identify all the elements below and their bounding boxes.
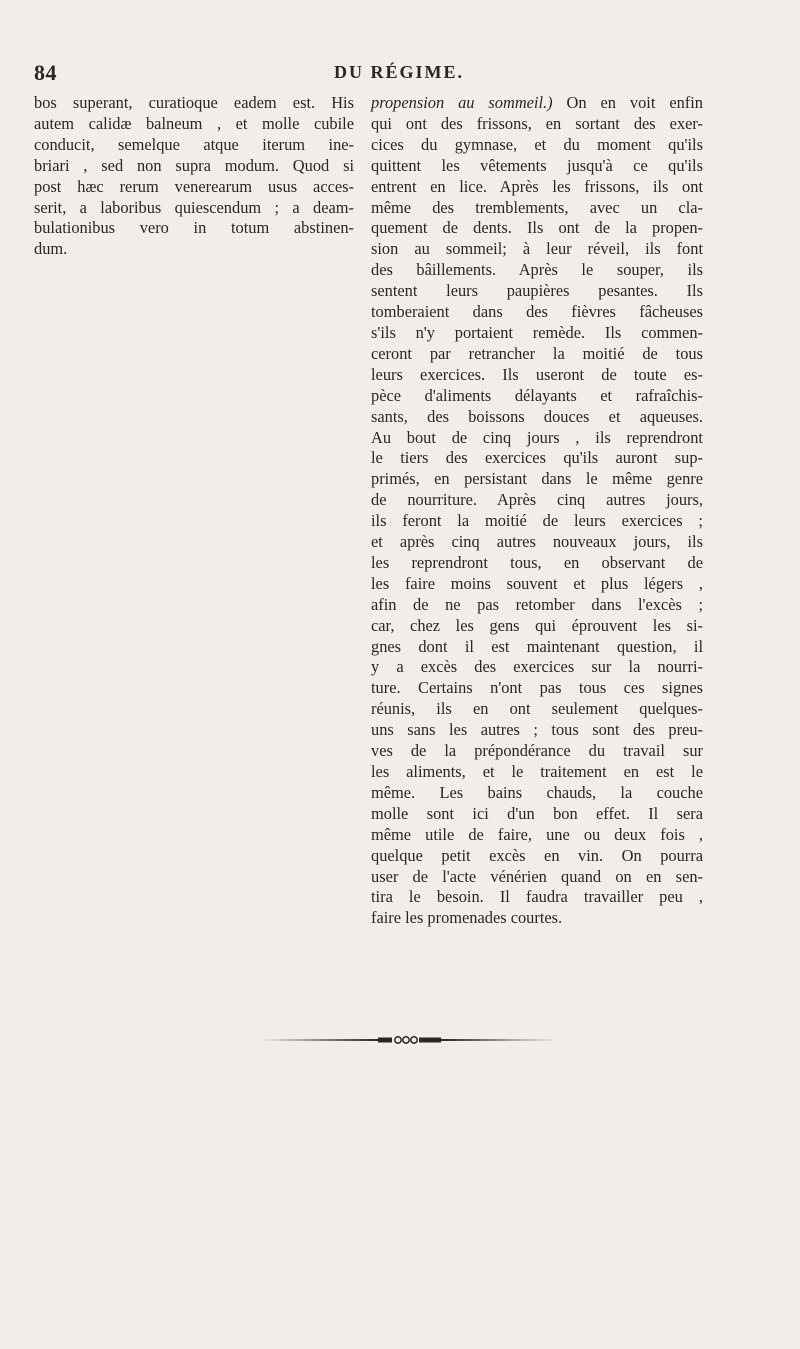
text-line: bos superant, curatioque eadem est. His [34,93,354,112]
text-line: pèce d'aliments délayants et rafraîchis- [371,385,703,405]
text-line: même utile de faire, une ou deux fois , [371,824,703,844]
tailpiece-rule-ornament-icon [260,1034,560,1046]
first-line-rest: On en voit enfin [552,93,703,112]
text-line: même. Les bains chauds, la couche [371,782,703,802]
text-line: serit, a laboribus quiescendum ; a deam- [34,197,354,217]
running-head: DU RÉGIME. [334,62,465,82]
latin-paragraph [34,93,354,260]
text-line: molle sont ici d'un bon effet. Il sera [371,803,703,823]
text-line: afin de ne pas retomber dans l'excès ; [371,594,703,614]
text-line: faire les promenades courtes. [371,908,563,928]
text-line: ves de la prépondérance du travail sur [371,741,703,761]
text-line: ture. Certains n'ont pas tous ces signes [371,678,703,698]
text-line: primés, en persistant dans le même genre [371,469,703,489]
text-line: de nourriture. Après cinq autres jours, [371,490,703,510]
text-line: même des tremblements, avec un cla- [371,197,703,217]
text-line: tomberaient dans des fièvres fâcheuses [371,302,703,322]
text-line: user de l'acte vénérien quand on en sen- [371,866,703,886]
text-line: ils feront la moitié de leurs exercices ; [371,511,703,531]
text-line: les faire moins souvent et plus légers , [371,573,703,593]
text-line: uns sans les autres ; tous sont des preu- [371,720,703,740]
text-line: y a excès des exercices sur la nourri- [371,657,703,677]
text-line: ceront par retrancher la moitié de tous [371,343,703,363]
text-line: leurs exercices. Ils useront de toute es- [371,364,703,384]
right-column-french-text [371,93,703,929]
left-column-latin-text [34,93,354,260]
text-line-first [371,93,703,114]
text-line: sion au sommeil; à leur réveil, ils font [371,239,703,259]
text-line: bulationibus vero in totum abstinen- [34,218,354,238]
text-line: dum. [34,239,68,259]
text-line: sentent leurs paupières pesantes. Ils [371,281,703,301]
text-line: quittent les vêtements jusqu'à ce qu'ils [371,155,703,175]
text-line: le tiers des exercices qu'ils auront sup- [371,448,703,468]
text-line: autem calidæ balneum , et molle cubile [34,113,354,133]
text-line: les reprendront tous, en observant de [371,552,703,572]
text-line: briari , sed non supra modum. Quod si [34,155,354,175]
page-header [34,60,714,86]
text-line: sants, des boissons douces et aqueuses. [371,406,703,426]
text-line: et après cinq autres nouveaux jours, ils [371,532,703,552]
french-paragraph [371,93,703,929]
page-number: 84 [34,60,57,85]
text-line: car, chez les gens qui éprouvent les si- [371,615,703,635]
text-line: quement de dents. Ils ont de la propen- [371,218,703,238]
text-line: des bâillements. Après le souper, ils [371,260,703,280]
text-line: gnes dont il est maintenant question, il [371,636,703,656]
text-line: post hæc rerum venerearum usus acces- [34,176,354,196]
text-line: tira le besoin. Il faudra travailler peu , [371,887,703,907]
text-line: les aliments, et le traitement en est le [371,762,703,781]
text-line: conducit, semelque atque iterum ine- [34,134,354,154]
text-line: Au bout de cinq jours , ils reprendront [371,427,703,447]
text-line: s'ils n'y portaient remède. Ils commen- [371,322,703,342]
text-line: entrent en lice. Après les frissons, ils ont [371,176,703,196]
text-line: qui ont des frissons, en sortant des exer- [371,113,703,133]
text-line: cices du gymnase, et du moment qu'ils [371,134,703,154]
text-line: quelque petit excès en vin. On pourra [371,845,703,865]
text-line: réunis, ils en ont seulement quelques- [371,699,703,719]
italic-phrase: propension au sommeil.) [371,93,553,112]
